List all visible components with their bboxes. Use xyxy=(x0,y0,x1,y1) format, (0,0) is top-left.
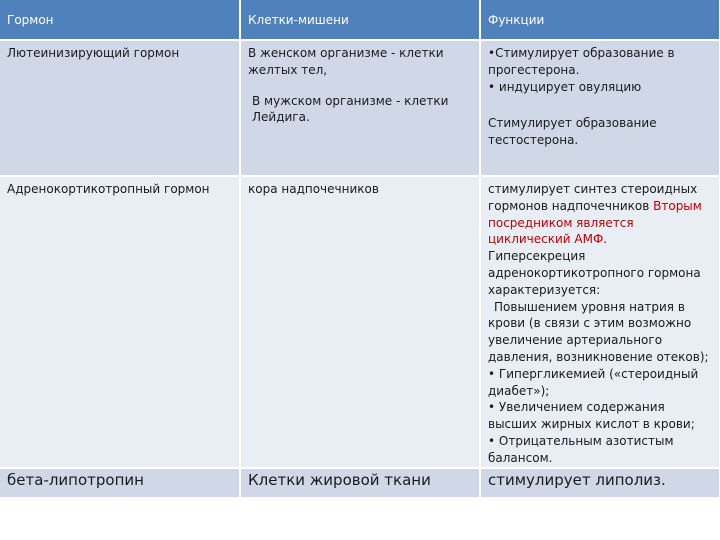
target-text: кора надпочечников xyxy=(248,182,379,196)
header-targets: Клетки-мишени xyxy=(240,0,480,40)
function-text: стимулирует липолиз. xyxy=(488,471,666,489)
function-text: •Стимулирует образование в прогестерона. xyxy=(488,46,675,77)
function-text: Повышением уровня натрия в крови (в связи с этим возможно увеличение артериального давления, возникновение отеков); xyxy=(488,299,709,364)
table-row xyxy=(0,468,720,498)
cell-hormone xyxy=(0,468,240,498)
header-hormone: Гормон xyxy=(0,0,240,40)
cell-functions xyxy=(480,40,720,176)
function-text: • Отрицательным азотистым балансом. xyxy=(488,433,674,465)
cell-targets xyxy=(240,176,480,468)
target-text: В мужском организме - клетки Лейдига. xyxy=(252,93,449,125)
function-text-highlight: Вторым посредником является циклический АМФ. xyxy=(488,198,702,247)
cell-hormone xyxy=(0,176,240,468)
hormone-name: бета-липотропин xyxy=(7,471,144,489)
cell-functions xyxy=(480,176,720,468)
function-text xyxy=(488,181,713,248)
function-text: Гиперсекреция адренокортикотропного гормона характеризуется: xyxy=(488,249,701,297)
header-row xyxy=(0,0,720,40)
cell-functions xyxy=(480,468,720,498)
hormone-name: Лютеинизирующий гормон xyxy=(7,46,180,60)
target-text: Клетки жировой ткани xyxy=(248,471,431,489)
table-row xyxy=(0,40,720,176)
function-text: Стимулирует образование тестостерона. xyxy=(488,116,657,148)
function-text: • Гипергликемией («стероидный диабет»); xyxy=(488,366,699,398)
function-text-main: стимулирует синтез стероидных гормонов надпочечников xyxy=(488,182,698,213)
cell-targets xyxy=(240,468,480,498)
header-functions: Функции xyxy=(480,0,720,40)
table-row xyxy=(0,176,720,468)
cell-hormone xyxy=(0,40,240,176)
target-text: В женском организме - клетки желтых тел, xyxy=(248,46,444,77)
function-text: • Увеличением содержания высших жирных кислот в крови; xyxy=(488,400,695,432)
hormone-name: Адренокортикотропный гормон xyxy=(7,182,210,196)
function-text: • индуцирует овуляцию xyxy=(488,79,642,94)
cell-targets xyxy=(240,40,480,176)
